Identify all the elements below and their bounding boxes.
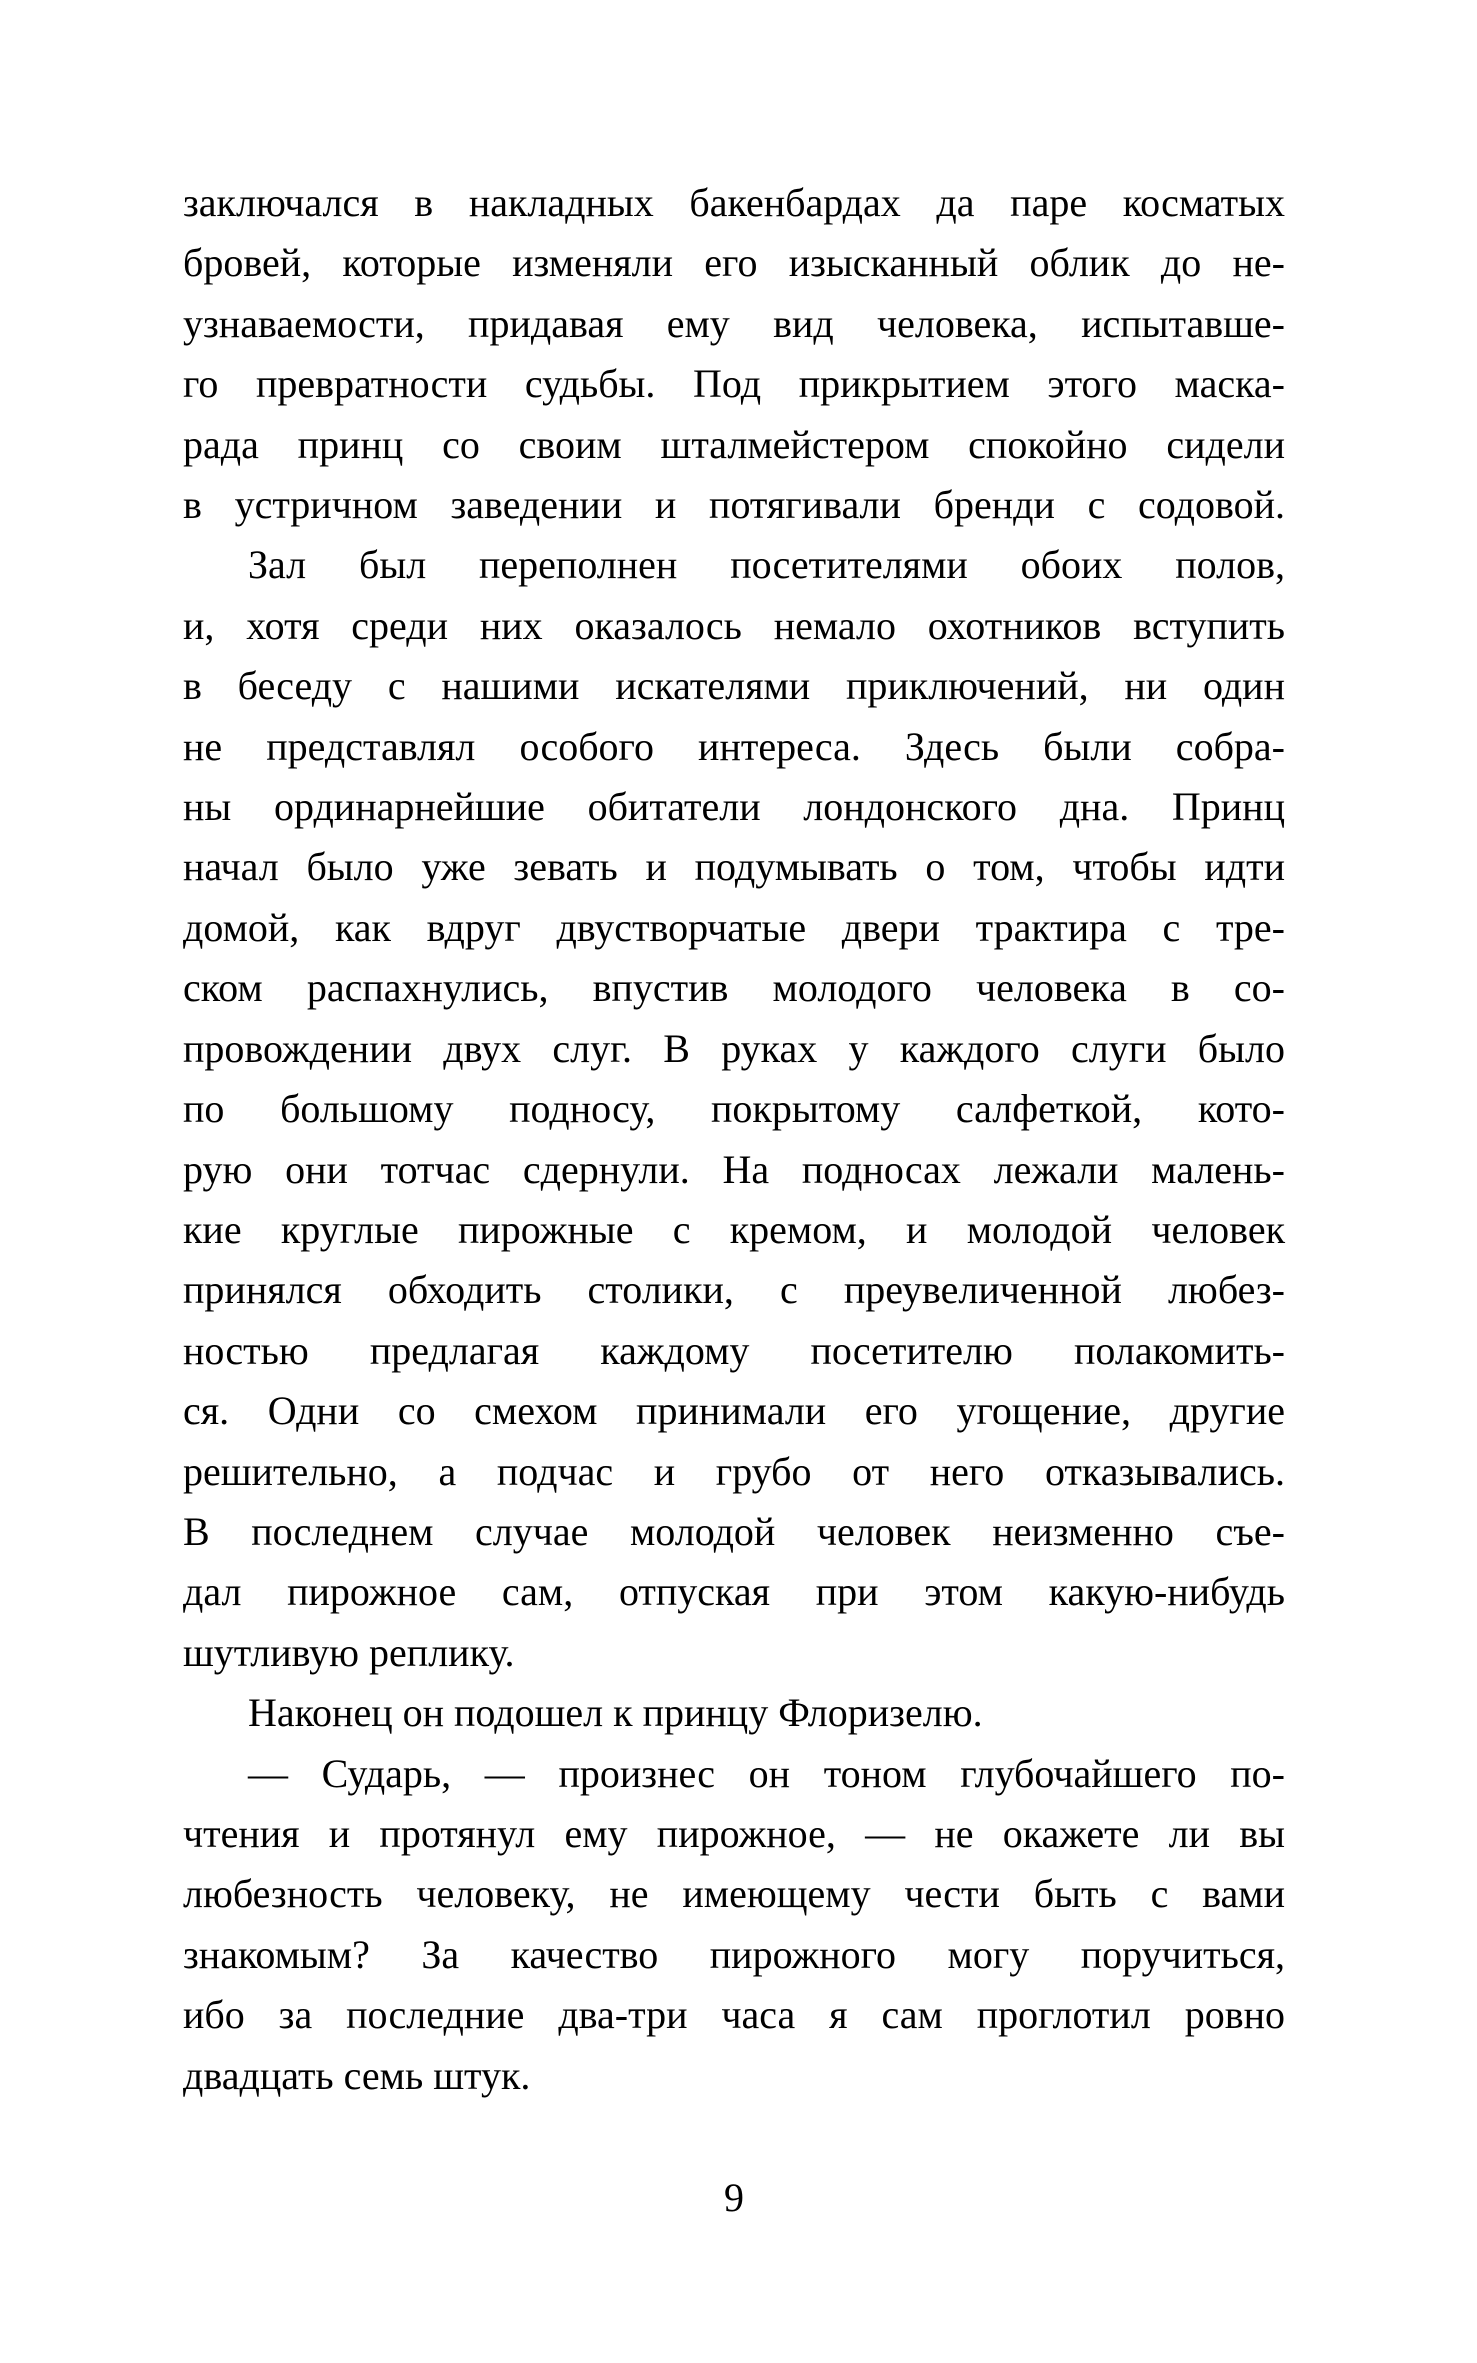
text-line: провождении двух слуг. В руках у каждого слуги было bbox=[183, 1025, 1285, 1071]
text-line: узнаваемости, придавая ему вид человека, испытавше- bbox=[183, 300, 1285, 346]
text-line: рую они тотчас сдернули. На подносах лежали малень- bbox=[183, 1146, 1285, 1192]
text-line: ибо за последние два-три часа я сам проглотил ровно bbox=[183, 1992, 1285, 2038]
paragraph bbox=[183, 173, 1285, 535]
text-line: го превратности судьбы. Под прикрытием этого маска- bbox=[183, 361, 1285, 407]
text-line: ны ординарнейшие обитатели лондонского дна. Принц bbox=[183, 784, 1285, 830]
text-line: заключался в накладных бакенбардах да паре косматых bbox=[183, 180, 1285, 225]
text-line: домой, как вдруг двустворчатые двери трактира с тре- bbox=[183, 904, 1285, 950]
text-line: принялся обходить столики, с преувеличенной любез- bbox=[183, 1267, 1285, 1313]
text-line: Наконец он подошел к принцу Флоризелю. bbox=[248, 1690, 983, 1736]
text-line: рада принц со своим шталмейстером спокойно сидели bbox=[183, 421, 1285, 467]
page-number: 9 bbox=[724, 2175, 744, 2220]
text-line: бровей, которые изменяли его изысканный облик до не- bbox=[183, 240, 1285, 286]
paragraph bbox=[183, 535, 1285, 1683]
text-line: Зал был переполнен посетителями обоих полов, bbox=[248, 542, 1285, 588]
text-line: двадцать семь штук. bbox=[183, 2052, 531, 2098]
paragraph bbox=[183, 1744, 1285, 2106]
text-column bbox=[183, 173, 1285, 2106]
text-line: ском распахнулись, впустив молодого человека в со- bbox=[183, 965, 1285, 1011]
text-line: любезность человеку, не имеющему чести быть с вами bbox=[183, 1871, 1285, 1917]
paragraph bbox=[183, 1683, 1285, 1743]
text-line: и, хотя среди них оказалось немало охотников вступить bbox=[183, 602, 1285, 648]
text-line: шутливую реплику. bbox=[183, 1629, 515, 1675]
text-line: кие круглые пирожные с кремом, и молодой человек bbox=[183, 1206, 1285, 1252]
text-line: ся. Одни со смехом принимали его угощение, другие bbox=[183, 1388, 1285, 1434]
text-line: чтения и протянул ему пирожное, — не окажете ли вы bbox=[183, 1810, 1285, 1856]
text-line: В последнем случае молодой человек неизменно съе- bbox=[183, 1508, 1285, 1554]
text-line: по большому подносу, покрытому салфеткой, кото- bbox=[183, 1086, 1285, 1132]
text-line: в устричном заведении и потягивали бренди с содовой. bbox=[183, 482, 1285, 528]
text-line: — Сударь, — произнес он тоном глубочайшего по- bbox=[248, 1750, 1285, 1796]
text-line: решительно, а подчас и грубо от него отказывались. bbox=[183, 1448, 1285, 1494]
text-line: дал пирожное сам, отпуская при этом какую-нибудь bbox=[183, 1569, 1285, 1615]
text-line: знакомым? За качество пирожного могу поручиться, bbox=[183, 1931, 1285, 1977]
text-line: ностью предлагая каждому посетителю полакомить- bbox=[183, 1327, 1285, 1373]
text-line: в беседу с нашими искателями приключений, ни один bbox=[183, 663, 1285, 709]
text-line: начал было уже зевать и подумывать о том, чтобы идти bbox=[183, 844, 1285, 890]
text-line: не представлял особого интереса. Здесь были собра- bbox=[183, 723, 1285, 769]
